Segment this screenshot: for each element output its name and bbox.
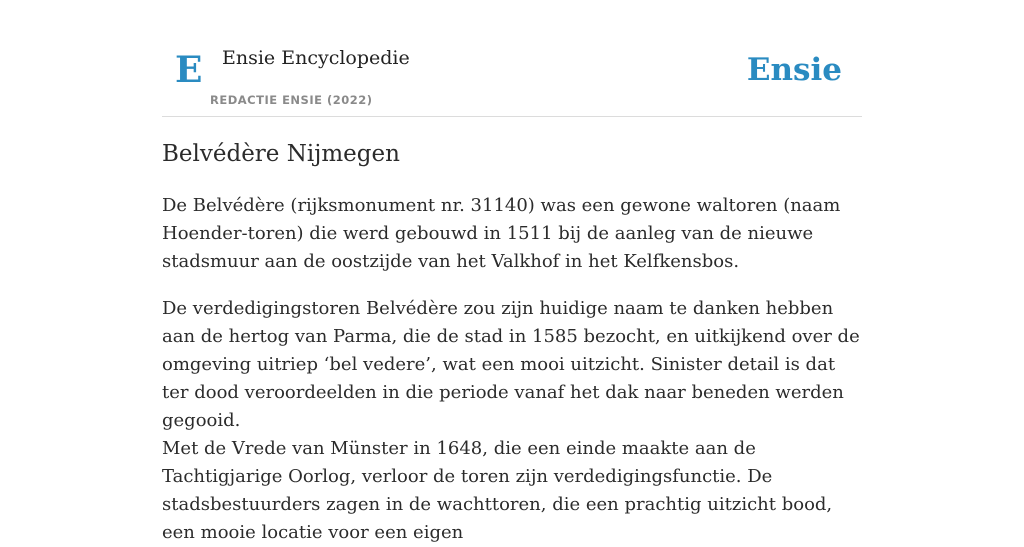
author-credit: REDACTIE ENSIE (2022)	[210, 93, 373, 107]
brand-logo[interactable]: Ensie	[746, 52, 842, 88]
header	[162, 0, 862, 117]
article-paragraph-2: De verdedigingstoren Belvédère zou zijn huidige naam te danken hebben aan de hertog van Parma, die de stad in 1585 bezocht, en uitkijkend over de omgeving uitriep ‘bel vedere’, wat een mooi uitzicht. Sinister detail is dat ter dood veroordeelden in die periode vanaf het dak naar beneden werden gegooid.	[162, 298, 860, 431]
site-name[interactable]: Ensie Encyclopedie	[222, 47, 410, 69]
ensie-logo-icon[interactable]: E	[175, 49, 203, 91]
article-page	[162, 0, 862, 543]
article-title: Belvédère Nijmegen	[162, 141, 400, 167]
article-paragraph-1: De Belvédère (rijksmonument nr. 31140) was een gewone waltoren (naam Hoender-toren) die werd gebouwd in 1511 bij de aanleg van de nieuwe stadsmuur aan de oostzijde van het Valkhof in het Kelfkensbos.	[162, 195, 841, 272]
article-paragraph-3: Met de Vrede van Münster in 1648, die een einde maakte aan de Tachtigjarige Oorlog, verloor de toren zijn verdedigingsfunctie. De stadsbestuurders zagen in de wachttoren, die een prachtig uitzicht bood, een mooie locatie voor een eigen	[162, 438, 833, 543]
